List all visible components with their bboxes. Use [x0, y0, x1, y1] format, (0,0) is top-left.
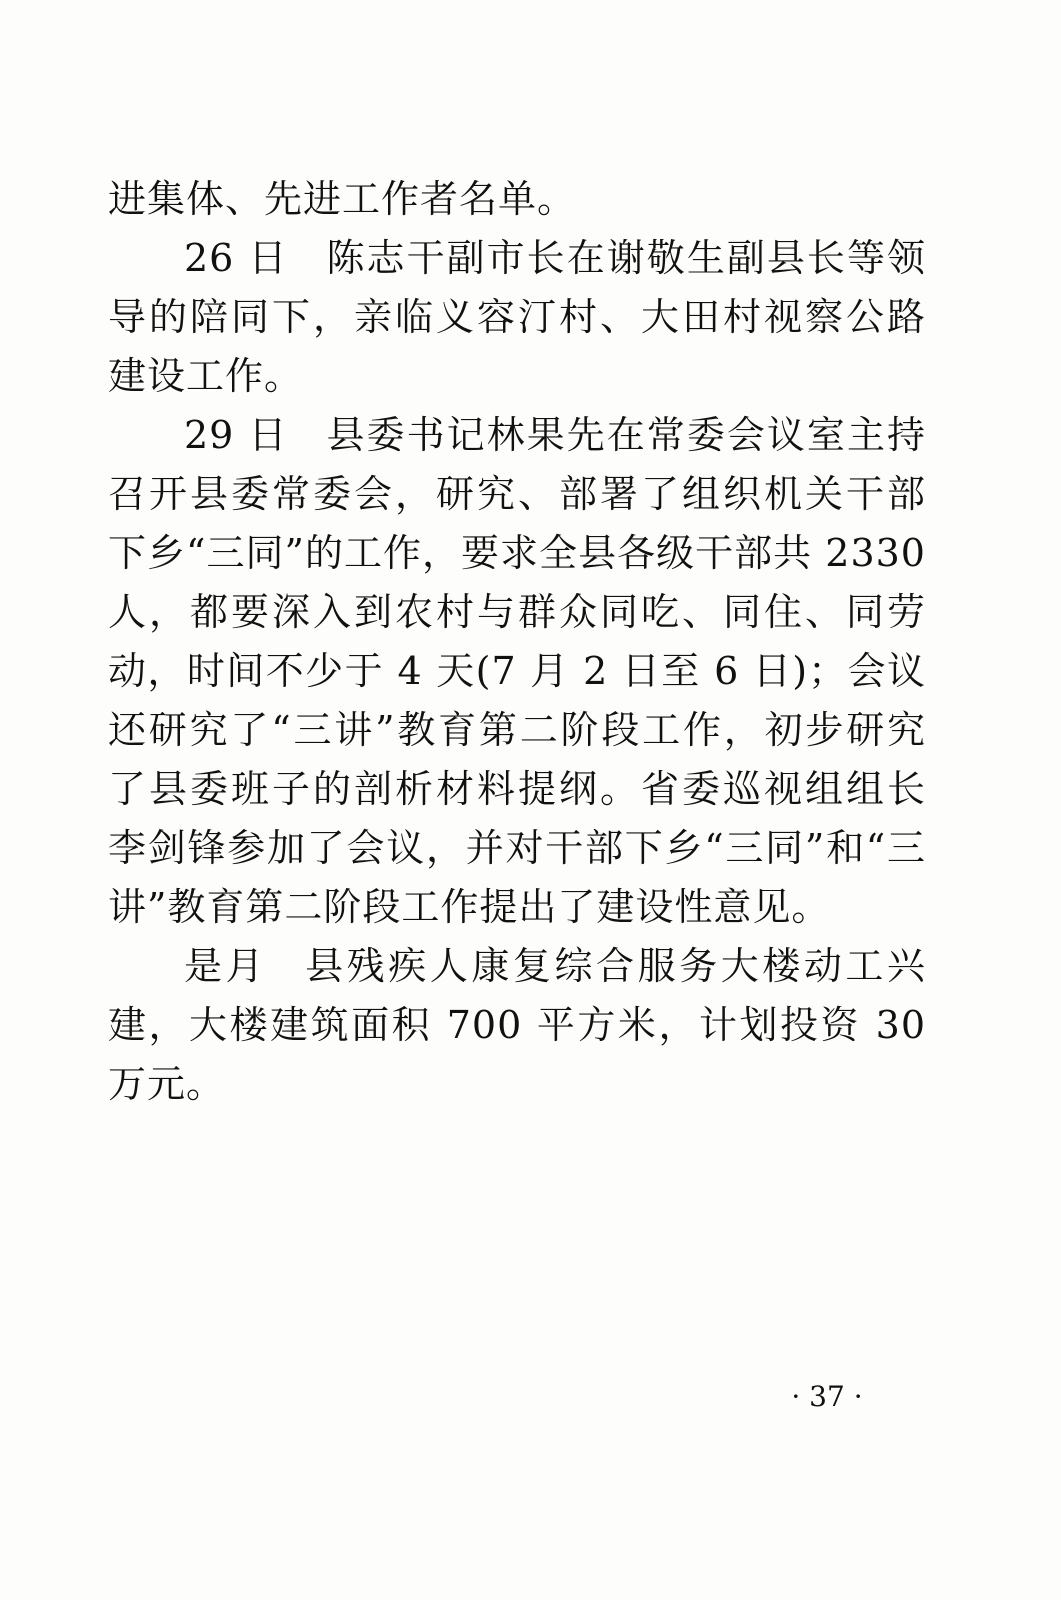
paragraph-entry-26 [108, 229, 926, 406]
paragraph-text: 进集体、先进工作者名单。 [108, 177, 577, 221]
date-label: 26 日 [184, 236, 289, 280]
page-number: · 37 · [791, 1380, 863, 1413]
document-body [108, 170, 926, 1114]
paragraph-continuation [108, 170, 926, 229]
paragraph-text: 县委书记林果先在常委会议室主持召开县委常委会，研究、部署了组织机关干部下乡“三同”的工作，要求全县各级干部共 2330 人，都要深入到农村与群众同吃、同住、同劳动，时间不少于 4 天(7 月 2 日至 6 日)；会议还研究了“三讲”教育第二阶段工作，初步研究了县委班子的剖析材料提纲。省委巡视组组长李剑锋参加了会议，并对干部下乡“三同”和“三讲”教育第二阶段工作提出了建设性意见。 [108, 413, 926, 929]
date-label: 是月 [184, 944, 268, 988]
paragraph-entry-29 [108, 406, 926, 937]
paragraph-text: 陈志干副市长在谢敬生副县长等领导的陪同下，亲临义容汀村、大田村视察公路建设工作。 [108, 236, 926, 398]
date-label: 29 日 [184, 413, 289, 457]
paragraph-text: 县残疾人康复综合服务大楼动工兴建，大楼建筑面积 700 平方米，计划投资 30 万元。 [108, 944, 926, 1106]
paragraph-entry-month [108, 937, 926, 1114]
